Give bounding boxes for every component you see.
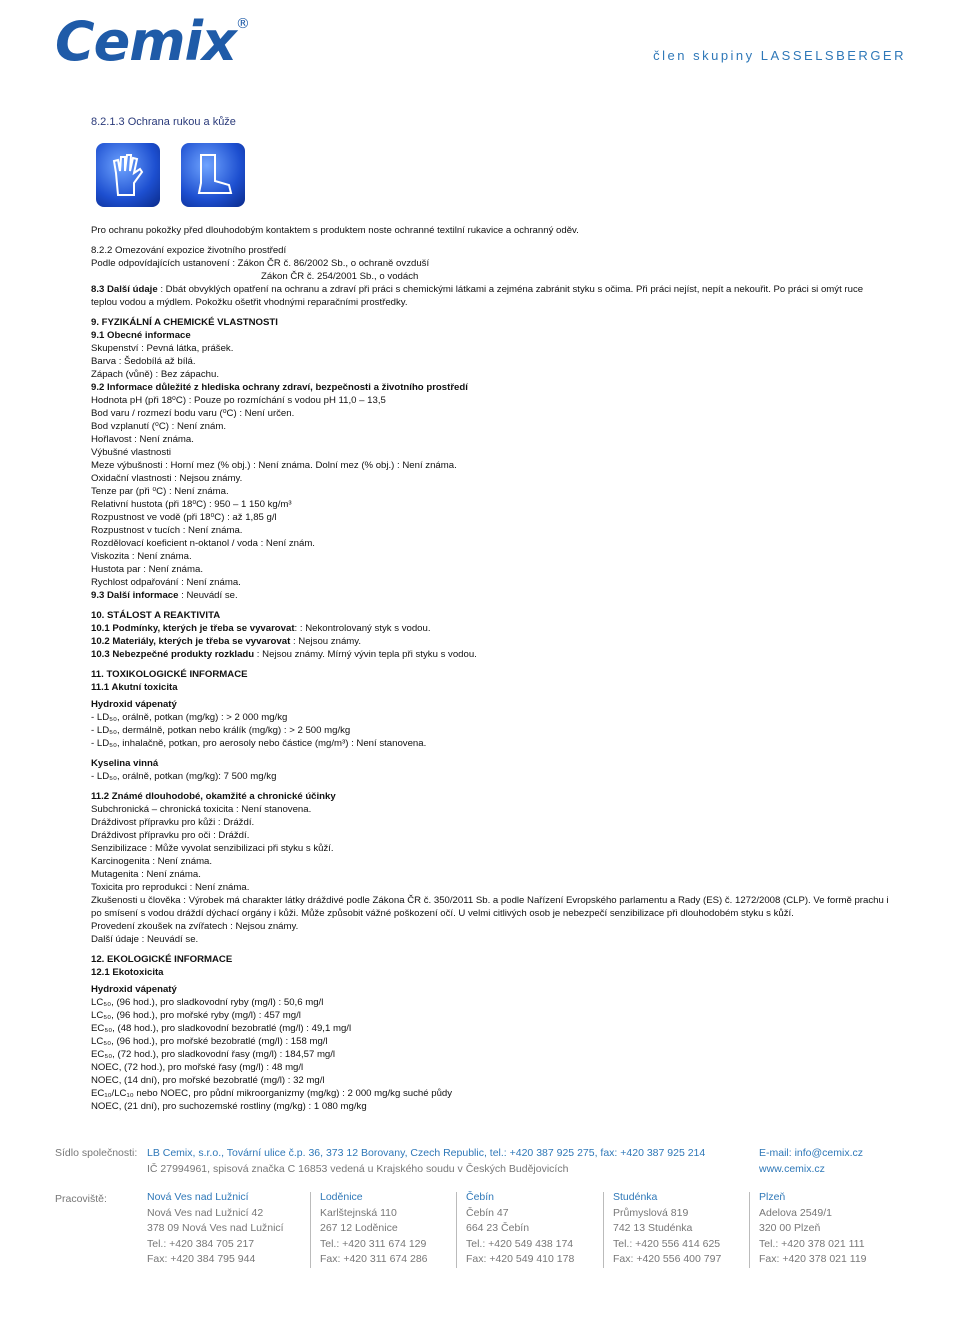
subsection-heading: 12.1 Ekotoxicita bbox=[91, 967, 164, 978]
text-line: EC₁₀/LC₁₀ nebo NOEC, pro půdní mikroorganizmy (mg/kg) : 2 000 mg/kg suché půdy bbox=[91, 1088, 453, 1099]
text-line: Bod varu / rozmezí bodu varu (⁰C) : Není určen. bbox=[91, 408, 295, 419]
company-registration: IČ 27994961, spisová značka C 16853 vedená u Krajského soudu v Českých Budějovicích bbox=[147, 1162, 569, 1175]
text-line: Barva : Šedobílá až bílá. bbox=[91, 356, 196, 367]
text-line: - LD₅₀, orálně, potkan (mg/kg) : > 2 000 mg/kg bbox=[91, 712, 288, 723]
text-line: Zákon ČR č. 254/2001 Sb., o vodách bbox=[261, 271, 419, 282]
text-line: Rozdělovací koeficient n-oktanol / voda : Není znám. bbox=[91, 538, 315, 549]
seat-label: Sídlo společnosti: bbox=[55, 1147, 138, 1159]
text-line: Karcinogenita : Není známa. bbox=[91, 856, 213, 867]
text-line: Bod vzplanutí (⁰C) : Není znám. bbox=[91, 421, 227, 432]
text-line: - LD₅₀, orálně, potkan (mg/kg): 7 500 mg/kg bbox=[91, 771, 277, 782]
divider bbox=[749, 1192, 750, 1268]
text-line: Rozpustnost v tucích : Není známa. bbox=[91, 525, 243, 536]
text-line: LC₅₀, (96 hod.), pro mořské ryby (mg/l) : 457 mg/l bbox=[91, 1010, 301, 1021]
text-line: Tenze par (při ⁰C) : Není známa. bbox=[91, 486, 229, 497]
site-column: Nová Ves nad Lužnicí Nová Ves nad Lužnicí 42 378 09 Nová Ves nad Lužnicí Tel.: +420 384 705 217 Fax: +420 384 795 944 bbox=[147, 1191, 284, 1265]
text-line: 10.3 Nebezpečné produkty rozkladu : Nejsou známy. Mírný vývin tepla při styku s vodou. bbox=[91, 649, 477, 660]
text-line: Meze výbušnosti : Horní mez (% obj.) : Není známa. Dolní mez (% obj.) : Není známa. bbox=[91, 460, 457, 471]
text-line: - LD₅₀, inhalačně, potkan, pro aerosoly nebo částice (mg/m³) : Není stanovena. bbox=[91, 738, 427, 749]
text-line: Hořlavost : Není známa. bbox=[91, 434, 194, 445]
site-column: Plzeň Adelova 2549/1 320 00 Plzeň Tel.: +420 378 021 111 Fax: +420 378 021 119 bbox=[759, 1191, 867, 1265]
text-line: Podle odpovídajících ustanovení : Zákon ČR č. 86/2002 Sb., o ochraně ovzduší bbox=[91, 258, 430, 269]
text-line: Provedení zkoušek na zvířatech : Nejsou známy. bbox=[91, 921, 299, 932]
text-line: LC₅₀, (96 hod.), pro sladkovodní ryby (mg/l) : 50,6 mg/l bbox=[91, 997, 324, 1008]
text-line: NOEC, (14 dní), pro mořské bezobratlé (mg/l) : 32 mg/l bbox=[91, 1075, 325, 1086]
subsection-heading: 9.2 Informace důležité z hlediska ochrany zdraví, bezpečnosti a životního prostředí bbox=[91, 382, 468, 393]
substance-name: Hydroxid vápenatý bbox=[91, 984, 177, 995]
section-heading: 11. TOXIKOLOGICKÉ INFORMACE bbox=[91, 669, 248, 680]
site-column: Čebín Čebín 47 664 23 Čebín Tel.: +420 549 438 174 Fax: +420 549 410 178 bbox=[466, 1191, 575, 1265]
text-line: 8.2.2 Omezování expozice životního prostředí bbox=[91, 245, 287, 256]
text-line: Další údaje : Neuvádí se. bbox=[91, 934, 199, 945]
text-line: Skupenství : Pevná látka, prášek. bbox=[91, 343, 234, 354]
section-heading: 12. EKOLOGICKÉ INFORMACE bbox=[91, 954, 233, 965]
company-logo: Cemix® bbox=[55, 10, 249, 73]
divider bbox=[603, 1192, 604, 1268]
boots-icon bbox=[181, 143, 245, 207]
substance-name: Kyselina vinná bbox=[91, 758, 159, 769]
text-line: EC₅₀, (48 hod.), pro sladkovodní bezobratlé (mg/l) : 49,1 mg/l bbox=[91, 1023, 352, 1034]
text-line: Oxidační vlastnosti : Nejsou známy. bbox=[91, 473, 243, 484]
text-line: 10.2 Materiály, kterých je třeba se vyvarovat : Nejsou známy. bbox=[91, 636, 362, 647]
divider bbox=[310, 1192, 311, 1268]
text-line: Výbušné vlastnosti bbox=[91, 447, 171, 458]
text-line: 9.3 Další informace : Neuvádí se. bbox=[91, 590, 238, 601]
site-column: Studénka Průmyslová 819 742 13 Studénka Tel.: +420 556 414 625 Fax: +420 556 400 797 bbox=[613, 1191, 722, 1265]
text-line: Zápach (vůně) : Bez zápachu. bbox=[91, 369, 219, 380]
document-body bbox=[91, 224, 891, 1113]
subsection-heading: 11.1 Akutní toxicita bbox=[91, 682, 178, 693]
text-line: NOEC, (72 hod.), pro mořské řasy (mg/l) : 48 mg/l bbox=[91, 1062, 304, 1073]
text-line: Pro ochranu pokožky před dlouhodobým kontaktem s produktem noste ochranné textilní rukavice a ochranný oděv. bbox=[91, 225, 579, 236]
seat-address: LB Cemix, s.r.o., Tovární ulice č.p. 36, 373 12 Borovany, Czech Republic, tel.: +420 387 925 275, fax: +420 387 925 214 bbox=[147, 1147, 706, 1159]
text-line: Viskozita : Není známa. bbox=[91, 551, 192, 562]
text-line: Toxicita pro reprodukci : Není známa. bbox=[91, 882, 250, 893]
text-line: Hodnota pH (při 18⁰C) : Pouze po rozmíchání s vodou pH 11,0 – 13,5 bbox=[91, 395, 386, 406]
workplace-label: Pracoviště: bbox=[55, 1193, 107, 1205]
text-line: EC₅₀, (72 hod.), pro sladkovodní řasy (mg/l) : 184,57 mg/l bbox=[91, 1049, 336, 1060]
text-line: LC₅₀, (96 hod.), pro mořské bezobratlé (mg/l) : 158 mg/l bbox=[91, 1036, 328, 1047]
text-line: Dráždivost přípravku pro oči : Dráždí. bbox=[91, 830, 250, 841]
text-line: Hustota par : Není známa. bbox=[91, 564, 203, 575]
text-line: Rychlost odpařování : Není známa. bbox=[91, 577, 241, 588]
section-heading: 10. STÁLOST A REAKTIVITA bbox=[91, 610, 221, 621]
email-link[interactable]: E-mail: info@cemix.cz bbox=[759, 1147, 864, 1159]
site-column: Loděnice Karlštejnská 110 267 12 Loděnice Tel.: +420 311 674 129 Fax: +420 311 674 286 bbox=[320, 1191, 428, 1265]
text-line: Zkušenosti u člověka : Výrobek má charakter látky dráždivé podle Zákona ČR č. 350/2011 Sb. a podle Nařízení Evropského parlamentu a Rady (ES) č. 1272/2008 (CLP). Ve formě prachu i po smísení s vodou dráždí dýchací orgány i kůži. Může způsobit vážné poškození očí. U velmi citlivých osob je nebezpečí senzibilizace při dlouhodobém styku s kůží. bbox=[91, 895, 889, 919]
text-line: NOEC, (21 dní), pro suchozemské rostliny (mg/kg) : 1 080 mg/kg bbox=[91, 1101, 367, 1112]
text-line: Senzibilizace : Může vyvolat senzibilizaci při styku s kůží. bbox=[91, 843, 334, 854]
text-line: Relativní hustota (při 18⁰C) : 950 – 1 150 kg/m³ bbox=[91, 499, 292, 510]
text-line: 8.3 Další údaje : Dbát obvyklých opatření na ochranu a zdraví při práci s chemickými látkami a zejména zabránit styku s očima. Při práci nejíst, nepít a nekouřit. Po práci si omýt ruce teplou vodou a mýdlem. Pokožku ošetřit vhodnými reparačními prostředky. bbox=[91, 284, 864, 308]
text-line: Dráždivost přípravku pro kůži : Dráždí. bbox=[91, 817, 255, 828]
divider bbox=[456, 1192, 457, 1268]
section-heading: 9. FYZIKÁLNÍ A CHEMICKÉ VLASTNOSTI bbox=[91, 317, 278, 328]
group-membership: člen skupiny LASSELSBERGER bbox=[653, 48, 906, 63]
ppe-icons bbox=[96, 143, 262, 212]
text-line: Rozpustnost ve vodě (při 18⁰C) : až 1,85 g/l bbox=[91, 512, 277, 523]
website-link[interactable]: www.cemix.cz bbox=[759, 1162, 825, 1175]
text-line: - LD₅₀, dermálně, potkan nebo králík (mg/kg) : > 2 500 mg/kg bbox=[91, 725, 351, 736]
text-line: Mutagenita : Není známa. bbox=[91, 869, 201, 880]
substance-name: Hydroxid vápenatý bbox=[91, 699, 177, 710]
subsection-heading: 9.1 Obecné informace bbox=[91, 330, 191, 341]
gloves-icon bbox=[96, 143, 160, 207]
text-line: Subchronická – chronická toxicita : Není stanovena. bbox=[91, 804, 312, 815]
subsection-heading: 11.2 Známé dlouhodobé, okamžité a chronické účinky bbox=[91, 791, 336, 802]
text-line: 10.1 Podmínky, kterých je třeba se vyvarovat: : Nekontrolovaný styk s vodou. bbox=[91, 623, 431, 634]
section-title: 8.2.1.3 Ochrana rukou a kůže bbox=[91, 116, 236, 128]
